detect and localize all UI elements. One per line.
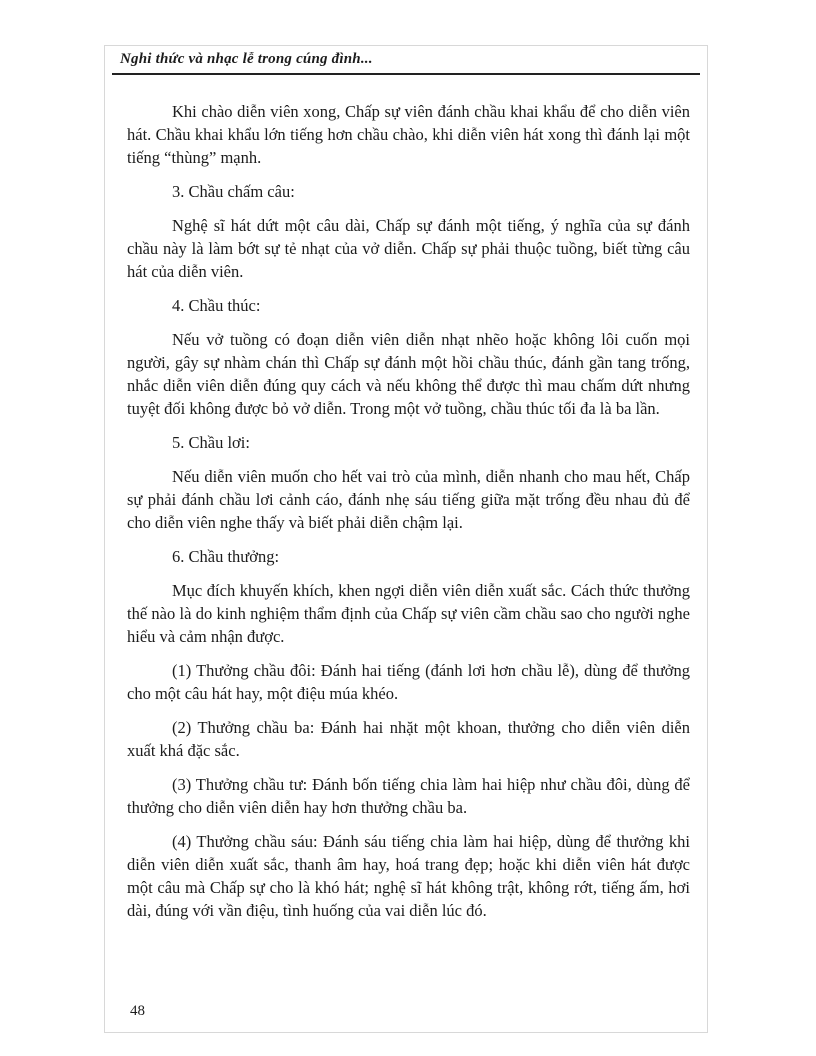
- paragraph: Khi chào diễn viên xong, Chấp sự viên đánh chầu khai khẩu để cho diễn viên hát. Chầu khai khẩu lớn tiếng hơn chầu chào, khi diễn viên hát xong thì đánh lại một tiếng “thùng” mạnh.: [127, 102, 690, 167]
- section-heading: 4. Chầu thúc:: [172, 296, 261, 315]
- paragraph: Nghệ sĩ hát dứt một câu dài, Chấp sự đánh một tiếng, ý nghĩa của sự đánh chầu này là làm bớt sự tẻ nhạt của vở diễn. Chấp sự phải thuộc tuồng, biết từng câu hát của diễn viên.: [127, 216, 690, 281]
- page-body: [127, 100, 690, 933]
- list-item-paragraph: (4) Thưởng chầu sáu: Đánh sáu tiếng chia làm hai hiệp, dùng để thưởng khi diễn viên diễn xuất sắc, thanh âm hay, hoá trang đẹp; hoặc khi diễn viên hát được một câu mà Chấp sự cho là khó hát; nghệ sĩ hát không trật, không rớt, tiếng ấm, hơi dài, đúng với vần điệu, tình huống của vai diễn lúc đó.: [127, 832, 690, 920]
- page-number: 48: [130, 1003, 145, 1019]
- list-item-paragraph: (3) Thưởng chầu tư: Đánh bốn tiếng chia làm hai hiệp như chầu đôi, dùng để thưởng cho diễn viên diễn hay hơn thưởng chầu ba.: [127, 775, 690, 817]
- list-item-paragraph: (2) Thưởng chầu ba: Đánh hai nhặt một khoan, thưởng cho diễn viên diễn xuất khá đặc sắc.: [127, 718, 690, 760]
- section-heading: 5. Chầu lơi:: [172, 433, 250, 452]
- section-heading: 3. Chầu chấm câu:: [172, 182, 295, 201]
- paragraph: Nếu diễn viên muốn cho hết vai trò của mình, diễn nhanh cho mau hết, Chấp sự phải đánh chầu lơi cảnh cáo, đánh nhẹ sáu tiếng giữa mặt trống đều nhau đủ để cho diễn viên nghe thấy và biết phải diễn chậm lại.: [127, 467, 690, 532]
- header-rule: [112, 73, 700, 75]
- running-header-title: Nghi thức và nhạc lễ trong cúng đình...: [120, 51, 373, 67]
- paragraph: Nếu vở tuồng có đoạn diễn viên diễn nhạt nhẽo hoặc không lôi cuốn mọi người, gây sự nhàm chán thì Chấp sự đánh một hồi chầu thúc, đánh gần tang trống, nhắc diễn viên diễn đúng quy cách và nếu không thể được thì mau chấm dứt nhưng tuyệt đối không được bỏ vở diễn. Trong một vở tuồng, chầu thúc tối đa là ba lần.: [127, 330, 690, 418]
- section-heading: 6. Chầu thưởng:: [172, 547, 280, 566]
- paragraph: Mục đích khuyến khích, khen ngợi diễn viên diễn xuất sắc. Cách thức thưởng thế nào là do kinh nghiệm thẩm định của Chấp sự viên cầm chầu sao cho người nghe hiểu và cảm nhận được.: [127, 581, 690, 646]
- list-item-paragraph: (1) Thưởng chầu đôi: Đánh hai tiếng (đánh lơi hơn chầu lễ), dùng để thưởng cho một câu hát hay, một điệu múa khéo.: [127, 661, 690, 703]
